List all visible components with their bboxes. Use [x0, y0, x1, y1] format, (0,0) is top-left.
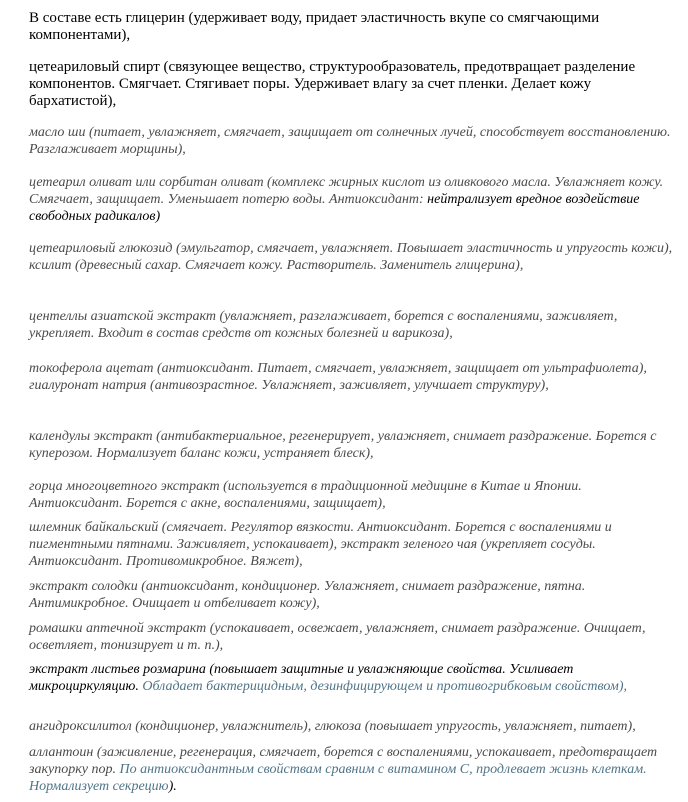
paragraph-allantoin: [29, 744, 674, 795]
paragraph-licorice: экстракт солодки (антиоксидант, кондиционер. Увлажняет, снимает раздражение, пятна. Антимикробное. Очищает и отбеливает кожу),: [29, 579, 586, 611]
allantoin-text: аллантоин (заживление, регенерация, смягчает, борется с воспалениями, успокаивает, предотвращает закупорку пор.: [29, 745, 658, 777]
tocopherol-text: токоферола ацетат (антиоксидант. Питает, смягчает, увлажняет, защищает от ультрафиолета),: [29, 361, 647, 376]
hyaluronate-text: гиалуронат натрия (антивозрастное. Увлажняет, заживляет, улучшает структуру),: [29, 378, 549, 393]
cetearyl-olivate-text: цетеарил оливат или сорбитан оливат (комплекс жирных кислот из оливкового масла. Увлажняет кожу. Смягчает, защищает. Уменьшает потерю воды. Антиоксидант:: [29, 175, 664, 207]
paragraph-polygonum: горца многоцветного экстракт (используется в традиционной медицине в Китае и Японии. Антиоксидант. Борется с акне, воспалениями, защищает),: [29, 479, 582, 511]
allantoin-end-text: ).: [168, 779, 177, 794]
cetearyl-glucoside-text: цетеариловый глюкозид (эмульгатор, смягчает, увлажняет. Повышает эластичность и упругость кожи),: [29, 241, 673, 256]
paragraph-chamomile: ромашки аптечной экстракт (успокаивает, освежает, увлажняет, снимает раздражение. Очищает, осветляет, тонизирует и т. п.),: [29, 621, 646, 653]
paragraph-cetearyl-glucoside: [29, 240, 674, 274]
paragraph-centella: центеллы азиатской экстракт (увлажняет, разглаживает, борется с воспалениями, заживляет, укрепляет. Входит в состав средств от кожных болезней и варикоза),: [29, 309, 618, 341]
paragraph-shea-butter: масло ши (питает, увлажняет, смягчает, защищает от солнечных лучей, способствует восстановлению. Разглаживает морщины),: [29, 125, 671, 157]
paragraph-tocopherol: [29, 360, 674, 394]
paragraph-cetearyl-alcohol: цетеариловый спирт (связующее вещество, структурообразователь, предотвращает разделение компонентов. Смягчает. Стягивает поры. Удерживает влагу за счет пленки. Делает кожу бархатистой),: [29, 59, 636, 109]
paragraph-glycerin: В составе есть глицерин (удерживает воду, придает эластичность вкупе со смягчающими компонентами),: [29, 10, 600, 43]
paragraph-cetearyl-olivate: [29, 174, 674, 225]
allantoin-antioxidant-text: По антиоксидантным свойствам сравним с витамином С, продлевает жизнь клеткам. Нормализует секрецию: [29, 762, 647, 794]
paragraph-anhydroxylitol: ангидроксилитол (кондиционер, увлажнитель), глюкоза (повышает упругость, увлажняет, питает),: [29, 719, 636, 734]
paragraph-rosemary: [29, 661, 674, 695]
rosemary-text: экстракт листьев розмарина (повышает защитные и увлажняющие свойства. Усиливает микроциркуляцию.: [29, 662, 574, 694]
xylitol-text: ксилит (древесный сахар. Смягчает кожу. Растворитель. Заменитель глицерина),: [29, 258, 524, 273]
free-radicals-text: нейтрализует вредное воздействие свободных радикалов): [29, 192, 640, 224]
paragraph-calendula: календулы экстракт (антибактериальное, регенерирует, увлажняет, снимает раздражение. Борется с куперозом. Нормализует баланс кожи, устраняет блеск),: [29, 429, 657, 461]
rosemary-properties-text: Обладает бактерицидным, дезинфицирующем и противогрибковым свойством),: [142, 679, 627, 694]
paragraph-skullcap-green-tea: шлемник байкальский (смягчает. Регулятор вязкости. Антиоксидант. Борется с воспалениями и пигментными пятнами. Заживляет, успокаивает), экстракт зеленого чая (укрепляет сосуды. Антиоксидант. Противомикробное. Вяжет),: [29, 520, 612, 569]
